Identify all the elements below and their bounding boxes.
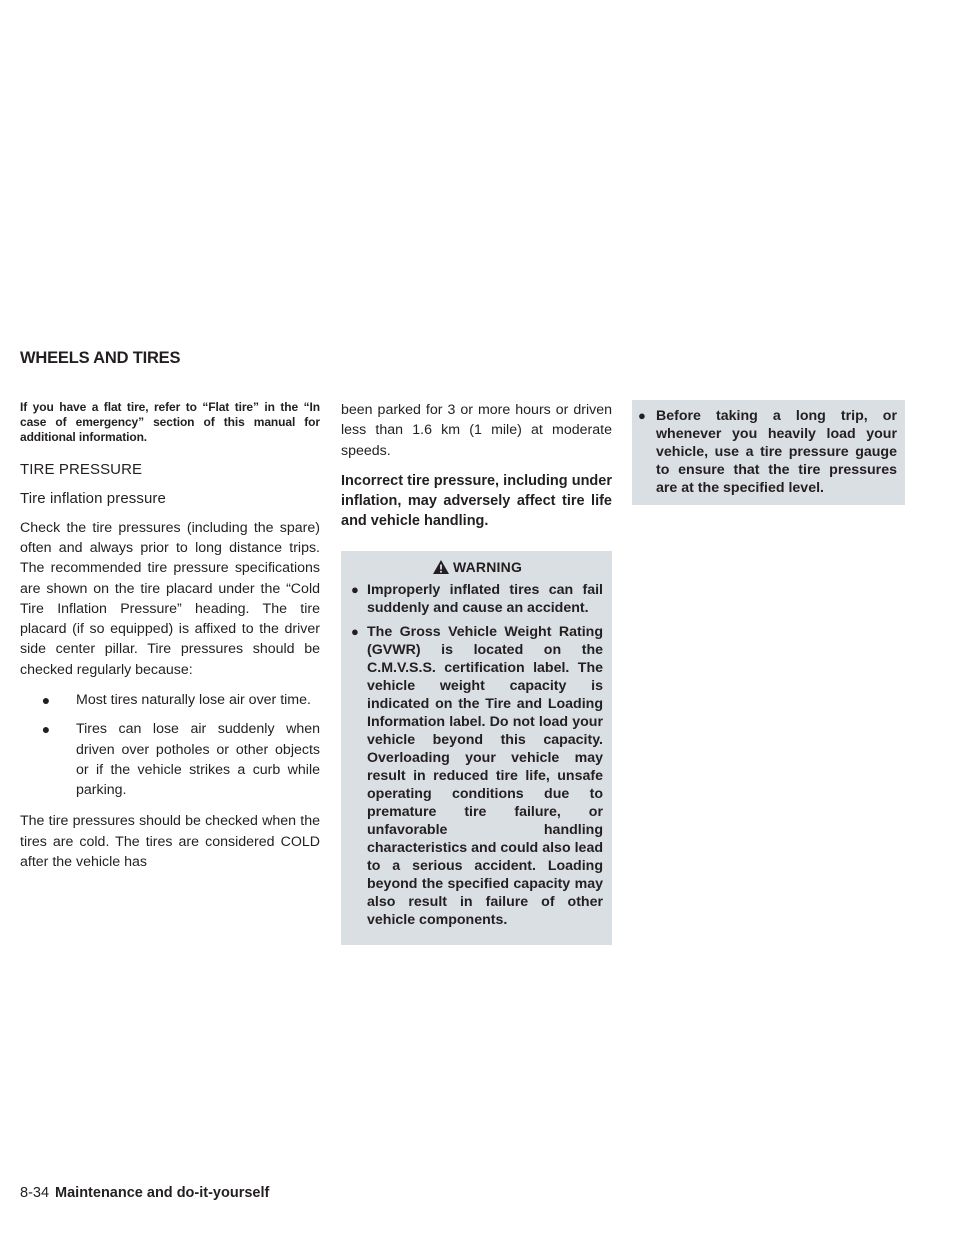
- pressure-reasons-list: [20, 690, 320, 800]
- check-pressure-paragraph: Check the tire pressures (including the spare) often and always prior to long distance trips. The recommended tire pressure specifications are shown on the tire placard under the “Cold Tire Inflation Pressure” heading. The tire placard (if so equipped) is affixed to the driver side center pillar. Tire pressures should be checked regularly because:: [20, 519, 320, 678]
- warning-box: [341, 551, 612, 945]
- flat-tire-note: If you have a flat tire, refer to “Flat tire” in the “In case of emergency” section of this manual for additional information.: [20, 400, 320, 445]
- list-item: [351, 623, 603, 929]
- tire-pressure-heading: TIRE PRESSURE: [20, 460, 143, 478]
- bullet-icon: ●: [351, 581, 359, 597]
- bullet-icon: ●: [41, 721, 51, 738]
- cold-tires-paragraph: The tire pressures should be checked when the tires are cold. The tires are considered COLD after the vehicle has: [20, 813, 320, 871]
- list-item: [638, 407, 897, 497]
- list-item-text: Most tires naturally lose air over time.: [76, 691, 311, 708]
- list-item: [20, 690, 320, 710]
- tire-inflation-subheading: Tire inflation pressure: [20, 489, 166, 507]
- list-item-text: Tires can lose air suddenly when driven over potholes or other objects or if the vehicle strikes a curb while parking.: [76, 721, 320, 799]
- column-3: [632, 400, 905, 505]
- page-footer: [20, 1185, 269, 1201]
- warning-header: [351, 555, 603, 579]
- warning-text: The Gross Vehicle Weight Rating (GVWR) is located on the C.M.V.S.S. certification label. The vehicle weight capacity is indicated on the Tire and Loading Information label. Do not load your vehicle beyond this capacity. Overloading your vehicle may result in reduced tire life, unsafe operating conditions due to premature tire failure, or unfavorable handling characteristics and could also lead to a serious accident. Loading beyond the specified capacity may also result in failure of other vehicle components.: [367, 623, 603, 928]
- bullet-icon: ●: [351, 623, 359, 639]
- warning-box-continued: [632, 400, 905, 505]
- list-item: [20, 719, 320, 800]
- list-item: [351, 581, 603, 617]
- warning-list: [351, 581, 603, 929]
- warning-list: [638, 407, 897, 497]
- bullet-icon: ●: [638, 408, 646, 423]
- page-number: 8-34: [20, 1185, 50, 1201]
- bullet-icon: ●: [41, 691, 51, 708]
- cold-tires-paragraph-continued: been parked for 3 or more hours or driven less than 1.6 km (1 mile) at moderate speeds.: [341, 402, 612, 459]
- warning-text: Improperly inflated tires can fail suddenly and cause an accident.: [367, 581, 603, 616]
- section-title: WHEELS AND TIRES: [20, 349, 181, 367]
- warning-triangle-icon: [432, 559, 450, 575]
- column-1: [20, 400, 320, 882]
- column-2: [341, 400, 612, 945]
- warning-text: Before taking a long trip, or whenever you heavily load your vehicle, use a tire pressure gauge to ensure that the tire pressures are at the specified level.: [656, 408, 897, 496]
- chapter-title: Maintenance and do-it-yourself: [55, 1185, 270, 1201]
- incorrect-pressure-statement: Incorrect tire pressure, including under inflation, may adversely affect tire life and vehicle handling.: [341, 472, 612, 530]
- warning-label: WARNING: [452, 558, 523, 575]
